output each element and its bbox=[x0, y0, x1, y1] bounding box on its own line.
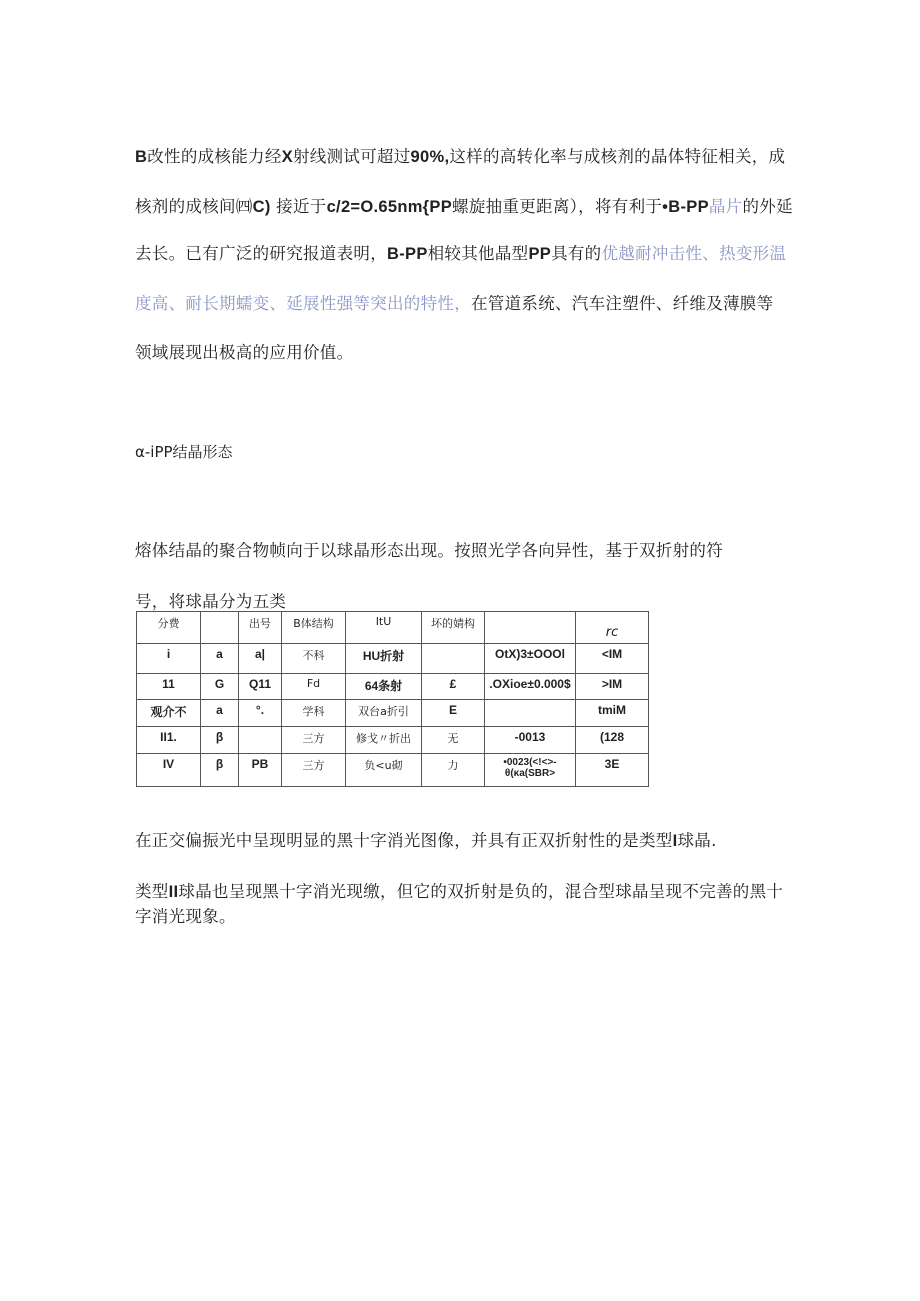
table-cell: β bbox=[201, 754, 239, 787]
text-segment: B bbox=[135, 148, 148, 166]
table-cell: -0013 bbox=[485, 727, 576, 754]
table-cell: B体结构 bbox=[282, 612, 346, 644]
table-cell bbox=[201, 612, 239, 644]
para1-line bbox=[135, 193, 793, 217]
table-cell: 观介不 bbox=[137, 700, 201, 727]
table-cell: Fd bbox=[282, 674, 346, 700]
text-segment: •B-PP bbox=[662, 198, 709, 216]
table-cell: G bbox=[201, 674, 239, 700]
text-segment: 在正交偏振光中呈现明显的黑十字消光图像，并具有正双折射性的是类型 bbox=[135, 831, 673, 850]
table-cell: Q11 bbox=[239, 674, 282, 700]
table-cell: ItU bbox=[346, 612, 422, 644]
text-segment: 接近于 bbox=[270, 197, 327, 216]
para1-line bbox=[135, 290, 773, 314]
table-cell: >IM bbox=[576, 674, 649, 700]
table-cell: OtX)3±OOOl bbox=[485, 644, 576, 674]
table-cell: rc bbox=[576, 612, 649, 644]
table-cell: a bbox=[201, 644, 239, 674]
section-heading: α-iPP结晶形态 bbox=[135, 443, 233, 461]
table-cell: °. bbox=[239, 700, 282, 727]
table-cell: 不科 bbox=[282, 644, 346, 674]
table-cell: 3E bbox=[576, 754, 649, 787]
table-cell: 力 bbox=[422, 754, 485, 787]
para3-line bbox=[135, 827, 717, 851]
table-cell bbox=[422, 644, 485, 674]
table-cell: 修戈〃折出 bbox=[346, 727, 422, 754]
table-cell: a| bbox=[239, 644, 282, 674]
table-cell: <IM bbox=[576, 644, 649, 674]
table-cell: 11 bbox=[137, 674, 201, 700]
text-segment: 晶片 bbox=[708, 197, 743, 216]
para1-line bbox=[135, 143, 785, 167]
table-cell: 无 bbox=[422, 727, 485, 754]
text-segment: 相较其他晶型 bbox=[427, 244, 529, 263]
table-cell: II1. bbox=[137, 727, 201, 754]
text-segment: 类型 bbox=[135, 882, 169, 901]
text-segment: 字消光现象。 bbox=[135, 907, 236, 926]
table-cell: 双台a折引 bbox=[346, 700, 422, 727]
table-cell: 三方 bbox=[282, 727, 346, 754]
text-segment: c/2=O.65nm{PP bbox=[326, 198, 453, 216]
table-row bbox=[137, 727, 649, 754]
table-cell: £ bbox=[422, 674, 485, 700]
text-segment: 核剂的成核间㈣ bbox=[135, 197, 253, 216]
table-cell: 三方 bbox=[282, 754, 346, 787]
table-cell: a bbox=[201, 700, 239, 727]
text-segment: 螺旋抽重更距离），将有利于 bbox=[452, 197, 663, 216]
table-cell: β bbox=[201, 727, 239, 754]
text-segment: 熔体结晶的聚合物帧向于以球晶形态出现。按照光学各向异性，基于双折射的符 bbox=[135, 541, 723, 560]
text-segment: 去长。已有广泛的研究报道表明， bbox=[135, 244, 387, 263]
table-cell: .OXioe±0.000$ bbox=[485, 674, 576, 700]
table-row bbox=[137, 644, 649, 674]
para2-line bbox=[135, 537, 723, 561]
para1-line bbox=[135, 240, 786, 264]
table-cell bbox=[485, 612, 576, 644]
text-segment: I bbox=[672, 832, 678, 850]
text-segment: 球晶也呈现黑十字消光现缴，但它的双折射是负的，混合型球晶呈现不完善的黑十 bbox=[178, 882, 784, 901]
para4-line bbox=[135, 903, 236, 927]
para2-line bbox=[135, 588, 286, 612]
table-cell: 学科 bbox=[282, 700, 346, 727]
text-segment: 具有的 bbox=[551, 244, 602, 263]
table-cell: E bbox=[422, 700, 485, 727]
table-cell: 64条射 bbox=[346, 674, 422, 700]
text-segment: 球晶. bbox=[677, 831, 717, 850]
table-cell: PB bbox=[239, 754, 282, 787]
table-cell bbox=[485, 700, 576, 727]
table-row bbox=[137, 754, 649, 787]
para4-line bbox=[135, 878, 783, 902]
text-segment: C) bbox=[252, 198, 271, 216]
table-cell: 出号 bbox=[239, 612, 282, 644]
table-cell: tmiM bbox=[576, 700, 649, 727]
text-segment: 射线测试可超过 bbox=[292, 147, 411, 166]
table-row bbox=[137, 674, 649, 700]
table-cell bbox=[239, 727, 282, 754]
table-cell: i bbox=[137, 644, 201, 674]
table-cell: IV bbox=[137, 754, 201, 787]
table-cell: 分费 bbox=[137, 612, 201, 644]
table-row bbox=[137, 700, 649, 727]
text-segment: 在管道系统、汽车注塑件、纤维及薄膜等 bbox=[471, 294, 774, 313]
text-segment: 90%, bbox=[410, 148, 450, 166]
text-segment: 领域展现出极高的应用价值。 bbox=[135, 343, 354, 362]
spherulite-table bbox=[136, 611, 649, 787]
table-header-row bbox=[137, 612, 649, 644]
table-cell: •0023(<!<>-θ(κa(SBR> bbox=[485, 754, 576, 787]
text-segment: 优越耐冲击性、热变形温 bbox=[601, 244, 787, 263]
text-segment: 的外延 bbox=[742, 197, 793, 216]
table-cell: (128 bbox=[576, 727, 649, 754]
text-segment: 号，将球晶分为五类 bbox=[135, 592, 287, 611]
table-cell: 负<u砌 bbox=[346, 754, 422, 787]
text-segment: II bbox=[168, 883, 179, 901]
text-segment: X bbox=[281, 148, 293, 166]
text-segment: B-PP bbox=[387, 245, 428, 263]
table-cell: HU折射 bbox=[346, 644, 422, 674]
table-cell: 坏的婧构 bbox=[422, 612, 485, 644]
text-segment: 改性的成核能力经 bbox=[147, 147, 282, 166]
text-segment: 这样的高转化率与成核剂的晶体特征相关，成 bbox=[449, 147, 786, 166]
text-segment: 度高、耐长期蠕变、延展性强等突出的特性， bbox=[135, 294, 471, 313]
text-segment: PP bbox=[528, 245, 552, 263]
para1-line bbox=[135, 339, 353, 363]
